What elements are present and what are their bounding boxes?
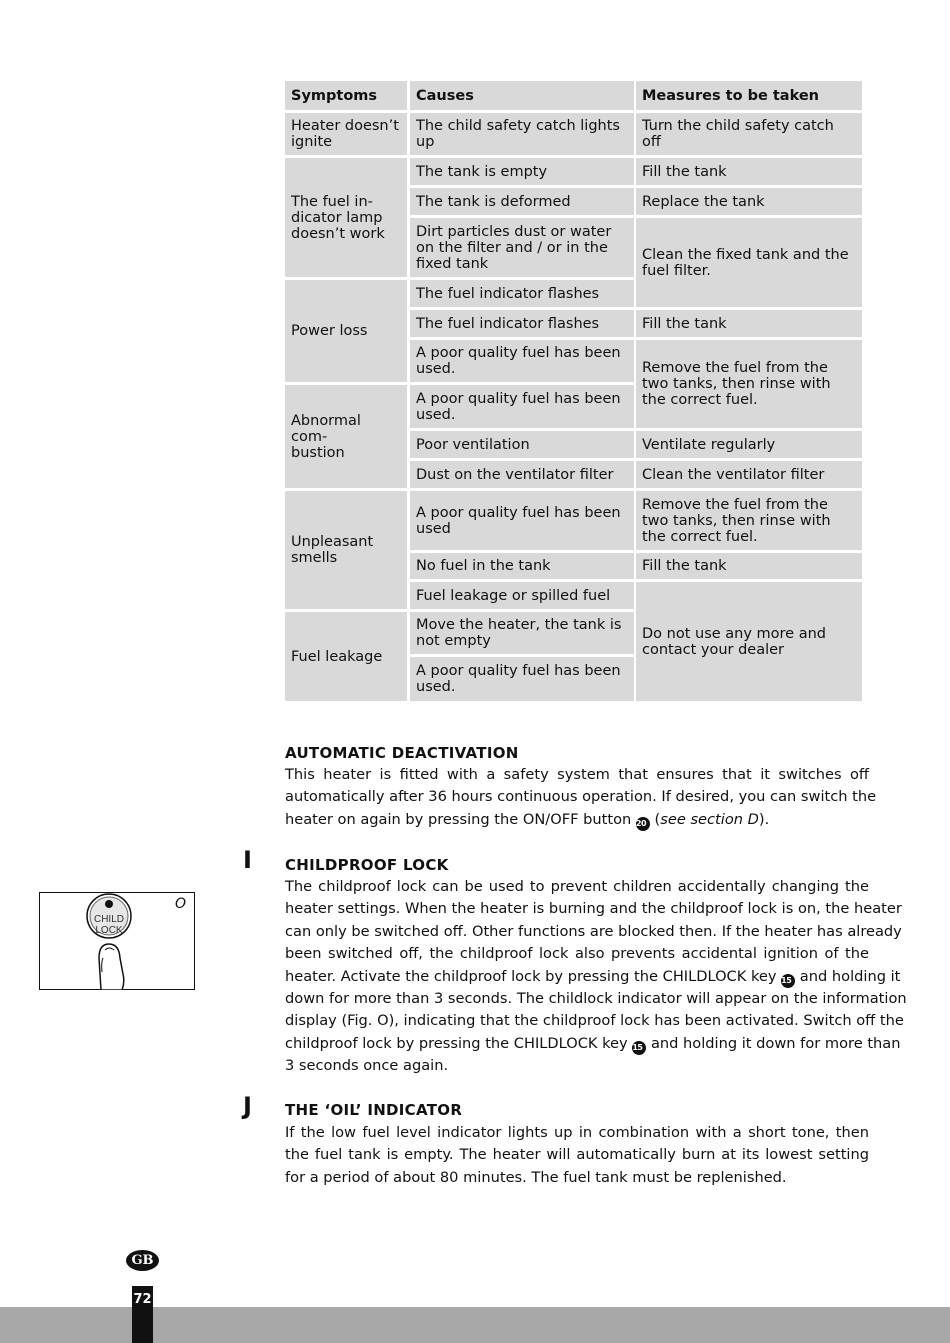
- cause-cell: Poor ventilation: [410, 431, 634, 458]
- text-line: down for more than 3 seconds. The childlock indicator will appear on the information: [285, 990, 907, 1008]
- text-line: This heater is fitted with a safety system that ensures that it switches off: [285, 766, 869, 783]
- cause-cell: A poor quality fuel has been used.: [410, 657, 634, 701]
- cause-cell: A poor quality fuel has been used.: [410, 340, 634, 382]
- cause-cell: The fuel indicator flashes: [410, 310, 634, 337]
- text-fragment: heater. Activate the childproof lock by pressing the CHILDLOCK key: [285, 967, 782, 985]
- text-line: display (Fig. O), indicating that the childproof lock has been activated. Switch off the: [285, 1012, 904, 1030]
- oil-indicator-text: [285, 1122, 869, 1189]
- header-measures: Measures to be taken: [636, 81, 862, 110]
- text-line: 3 seconds once again.: [285, 1057, 449, 1075]
- button-number-badge: 20: [636, 817, 650, 831]
- text-fragment: and holding it down for more than: [646, 1034, 901, 1052]
- text-fragment: and holding it: [795, 967, 901, 985]
- cause-cell: Dirt particles dust or water on the filter and / or in the fixed tank: [410, 218, 634, 277]
- childlock-button-illustration: [39, 892, 195, 990]
- measure-cell: Fill the tank: [636, 310, 862, 337]
- cause-cell: The child safety catch lights up: [410, 113, 634, 155]
- text-fragment: childproof lock by pressing the CHILDLOCK key: [285, 1034, 633, 1052]
- symptom-cell: Fuel leakage: [285, 612, 407, 701]
- figure-label: O: [174, 896, 186, 912]
- cause-cell: Fuel leakage or spilled fuel: [410, 582, 634, 609]
- header-symptoms: Symptoms: [285, 81, 407, 110]
- language-badge: GB: [126, 1250, 159, 1271]
- cause-cell: Dust on the ventilator filter: [410, 461, 634, 488]
- auto-deactivation-title: AUTOMATIC DEACTIVATION: [285, 744, 519, 762]
- cause-cell: The fuel indicator flashes: [410, 280, 634, 307]
- childlock-button-text-2: LOCK: [95, 925, 123, 936]
- measure-cell: Fill the tank: [636, 158, 862, 185]
- text-line: [285, 809, 869, 831]
- oil-indicator-title: THE ‘OIL’ INDICATOR: [285, 1101, 463, 1119]
- section-reference: see section D: [660, 810, 759, 828]
- key-number-badge: 15: [781, 974, 795, 988]
- childproof-lock-title: CHILDPROOF LOCK: [285, 856, 449, 874]
- text-line: for a period of about 80 minutes. The fuel tank must be replenished.: [285, 1168, 787, 1186]
- page-number: 72: [132, 1286, 153, 1343]
- measure-cell: Clean the ventilator filter: [636, 461, 862, 488]
- text-fragment: (: [649, 810, 661, 828]
- measure-cell: Replace the tank: [636, 188, 862, 215]
- text-line: the fuel tank is empty. The heater will automatically burn at its lowest setting: [285, 1146, 869, 1164]
- measure-cell: Remove the fuel from the two tanks, then rinse with the correct fuel.: [636, 340, 862, 428]
- measure-cell: Remove the fuel from the two tanks, then rinse with the correct fuel.: [636, 491, 862, 550]
- symptom-cell: Power loss: [285, 280, 407, 382]
- symptom-cell: The fuel in- dicator lamp doesn’t work: [285, 158, 407, 277]
- section-letter-i: I: [243, 846, 252, 874]
- childlock-button-text-1: CHILD: [93, 914, 125, 925]
- text-line: [285, 1033, 901, 1055]
- text-line: can only be switched off. Other functions are blocked then. If the heater has already: [285, 922, 902, 940]
- key-number-badge: 15: [632, 1041, 646, 1055]
- cause-cell: Move the heater, the tank is not empty: [410, 612, 634, 654]
- cause-cell: The tank is deformed: [410, 188, 634, 215]
- measure-cell: Fill the tank: [636, 553, 862, 579]
- auto-deactivation-text: [285, 764, 877, 831]
- text-line: If the low fuel level indicator lights up in combination with a short tone, then: [285, 1124, 869, 1141]
- text-line: The childproof lock can be used to prevent children accidentally changing the: [285, 878, 869, 895]
- text-fragment: heater on again by pressing the ON/OFF button: [285, 810, 636, 828]
- section-letter-j: J: [243, 1092, 252, 1120]
- childproof-lock-text: [285, 876, 907, 1078]
- cause-cell: The tank is empty: [410, 158, 634, 185]
- measure-cell: Clean the fixed tank and the fuel filter.: [636, 218, 862, 307]
- measure-cell: Ventilate regularly: [636, 431, 862, 458]
- text-line: heater settings. When the heater is burning and the childproof lock is on, the heater: [285, 900, 902, 918]
- cause-cell: A poor quality fuel has been used: [410, 491, 634, 550]
- header-causes: Causes: [410, 81, 634, 110]
- measure-cell: Turn the child safety catch off: [636, 113, 862, 155]
- figure-o-childlock: [39, 892, 195, 990]
- cause-cell: A poor quality fuel has been used.: [410, 385, 634, 428]
- cause-cell: No fuel in the tank: [410, 553, 634, 579]
- text-fragment: ).: [758, 810, 770, 828]
- text-line: automatically after 36 hours continuous operation. If desired, you can switch the: [285, 788, 877, 806]
- symptom-cell: Heater doesn’t ignite: [285, 113, 407, 155]
- text-line: been switched off, the childproof lock also prevents accidental ignition of the: [285, 945, 869, 963]
- symptom-cell: Unpleasant smells: [285, 491, 407, 609]
- text-line: [285, 966, 901, 988]
- measure-cell: Do not use any more and contact your dealer: [636, 582, 862, 701]
- symptom-cell: Abnormal com- bustion: [285, 385, 407, 488]
